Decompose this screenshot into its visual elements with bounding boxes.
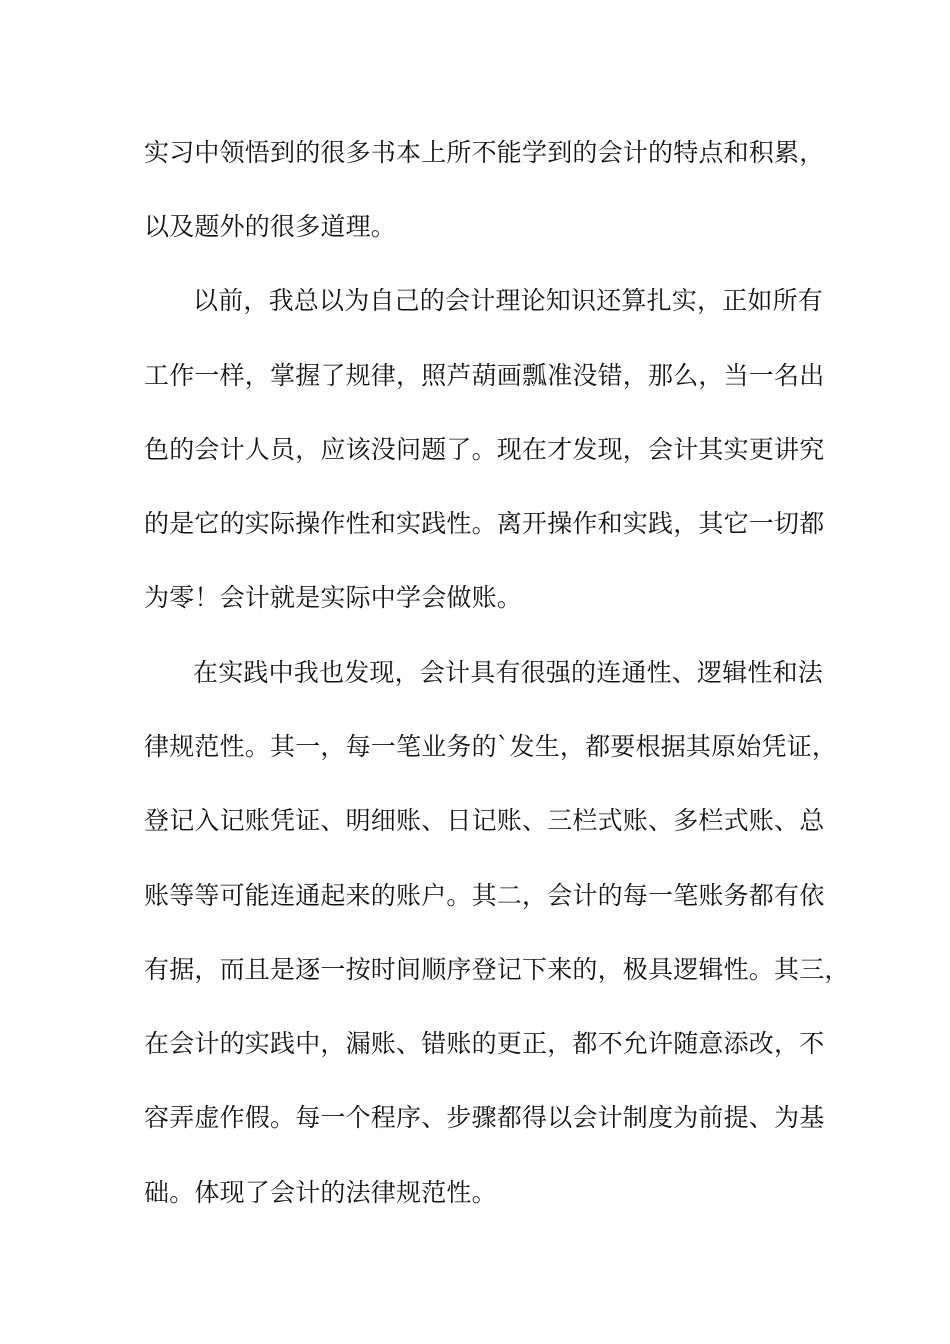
text-line: 为零！会计就是实际中学会做账。 [144, 583, 523, 612]
text-line: 容弄虚作假。每一个程序、步骤都得以会计制度为前提、为基 [144, 1103, 825, 1132]
text-line: 的是它的实际操作性和实践性。离开操作和实践，其它一切都 [144, 509, 825, 538]
text-line: 账等等可能连通起来的账户。其二，会计的每一笔账务都有依 [144, 881, 825, 910]
paragraph-first-line: 在实践中我也发现，会计具有很强的连通性、逻辑性和法 [193, 658, 824, 687]
text-line: 律规范性。其一，每一笔业务的`发生，都要根据其原始凭证， [144, 732, 838, 761]
text-line: 工作一样，掌握了规律，照芦葫画瓢准没错，那么，当一名出 [144, 361, 825, 390]
text-line: 色的会计人员，应该没问题了。现在才发现，会计其实更讲究 [144, 435, 825, 464]
text-line: 础。体现了会计的法律规范性。 [144, 1178, 497, 1207]
text-line: 在会计的实践中，漏账、错账的更正，都不允许随意添改，不 [144, 1029, 825, 1058]
text-line: 有据，而且是逐一按时间顺序登记下来的，极具逻辑性。其三， [144, 955, 850, 984]
text-line: 登记入记账凭证、明细账、日记账、三栏式账、多栏式账、总 [144, 806, 825, 835]
text-line: 以及题外的很多道理。 [144, 212, 397, 241]
text-line: 实习中领悟到的很多书本上所不能学到的会计的特点和积累， [144, 138, 825, 167]
paragraph-first-line: 以前，我总以为自己的会计理论知识还算扎实，正如所有 [193, 286, 824, 315]
